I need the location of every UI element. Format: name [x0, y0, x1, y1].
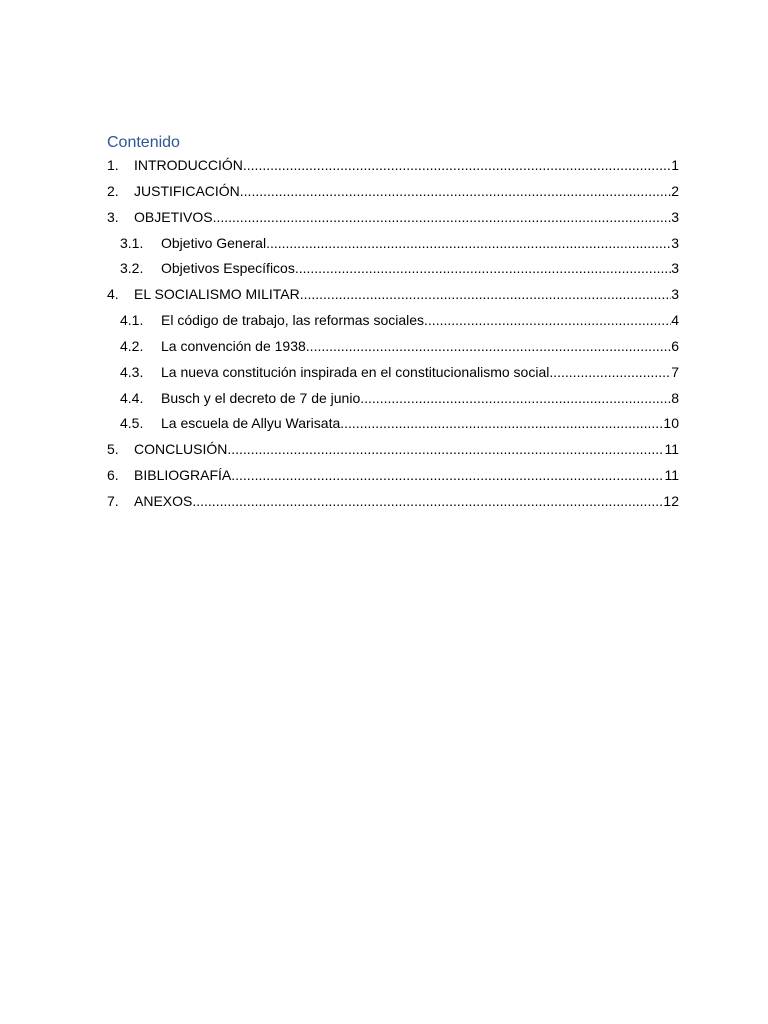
toc-entry-text[interactable]: ANEXOS — [134, 492, 193, 509]
toc-entry[interactable] — [107, 257, 679, 283]
toc-entry-page-number: 3 — [671, 260, 679, 277]
toc-entry-number: 3.2. — [120, 260, 144, 277]
toc-entry[interactable] — [107, 283, 679, 309]
toc-entry-text[interactable]: Objetivo General — [161, 234, 267, 251]
toc-entry-text[interactable]: BIBLIOGRAFÍA — [134, 467, 232, 484]
toc-entry-page-number: 10 — [663, 415, 679, 432]
toc-entry-text[interactable]: Busch y el decreto de 7 de junio — [161, 389, 361, 406]
table-of-contents — [107, 132, 679, 516]
toc-entry-text[interactable]: El código de trabajo, las reformas sociales — [161, 312, 425, 329]
toc-entry-number: 1. — [107, 157, 119, 173]
toc-entry-text[interactable]: EL SOCIALISMO MILITAR — [134, 286, 300, 303]
toc-entry-number: 4.1. — [120, 312, 144, 329]
toc-entry-number: 5. — [107, 441, 119, 458]
toc-entry-number: 3. — [107, 208, 119, 225]
toc-dot-leader — [360, 387, 671, 409]
toc-entry-page-number: 6 — [671, 337, 679, 354]
toc-dot-leader — [231, 464, 664, 486]
toc-entry[interactable] — [107, 232, 679, 258]
toc-entry-text[interactable]: La nueva constitución inspirada en el constitucionalismo social — [161, 363, 550, 380]
toc-entry[interactable] — [107, 490, 679, 516]
toc-entry[interactable] — [107, 206, 679, 232]
toc-dot-leader — [227, 438, 664, 460]
toc-entry-page-number: 3 — [671, 286, 679, 303]
toc-entry-page-number: 2 — [671, 182, 679, 199]
toc-entry[interactable] — [107, 335, 679, 361]
toc-entry-number: 4.5. — [120, 415, 144, 432]
toc-entry-number: 3.1. — [120, 234, 144, 251]
toc-entry-page-number: 3 — [671, 234, 679, 251]
toc-entry-number: 4.2. — [120, 337, 144, 354]
toc-entry-number: 4. — [107, 286, 119, 303]
toc-entry-number: 6. — [107, 467, 119, 484]
toc-dot-leader — [424, 309, 671, 331]
toc-entry-number: 7. — [107, 492, 119, 509]
toc-entry[interactable] — [107, 412, 679, 438]
toc-entry-text[interactable]: La escuela de Allyu Warisata — [161, 415, 341, 432]
toc-dot-leader — [266, 232, 671, 254]
toc-dot-leader — [213, 206, 672, 228]
toc-dot-leader — [340, 412, 663, 434]
toc-entry-number: 4.3. — [120, 363, 144, 380]
toc-dot-leader — [300, 283, 672, 305]
toc-entry-page-number: 12 — [663, 492, 679, 509]
toc-entry-text[interactable]: La convención de 1938 — [161, 337, 306, 354]
toc-entry-page-number: 7 — [671, 363, 679, 380]
toc-entry-text[interactable]: Objetivos Específicos — [161, 260, 295, 277]
toc-entry-text[interactable]: JUSTIFICACIÓN — [134, 182, 240, 199]
toc-entry[interactable] — [107, 180, 679, 206]
toc-entry-page-number: 11 — [664, 441, 679, 458]
toc-dot-leader — [549, 361, 671, 383]
toc-dot-leader — [306, 335, 671, 357]
toc-list — [107, 154, 679, 516]
toc-entry[interactable] — [107, 309, 679, 335]
toc-dot-leader — [240, 180, 671, 202]
toc-entry-text[interactable]: CONCLUSIÓN — [134, 441, 228, 458]
toc-entry[interactable] — [107, 387, 679, 413]
toc-entry-text[interactable]: INTRODUCCIÓN — [134, 157, 243, 173]
toc-dot-leader — [295, 257, 671, 279]
toc-entry-text[interactable]: OBJETIVOS — [134, 208, 213, 225]
toc-dot-leader — [192, 490, 663, 512]
toc-title: Contenido — [107, 134, 180, 151]
toc-entry-number: 4.4. — [120, 389, 144, 406]
toc-dot-leader — [243, 154, 671, 176]
toc-entry[interactable] — [107, 361, 679, 387]
toc-entry[interactable] — [107, 438, 679, 464]
toc-entry-page-number: 11 — [664, 467, 679, 484]
toc-entry-page-number: 3 — [671, 208, 679, 225]
toc-entry-page-number: 8 — [671, 389, 679, 406]
toc-entry[interactable] — [107, 464, 679, 490]
toc-entry-page-number: 4 — [671, 312, 679, 329]
toc-entry-number: 2. — [107, 182, 119, 199]
toc-entry-page-number: 1 — [671, 157, 679, 173]
toc-entry[interactable] — [107, 154, 679, 180]
